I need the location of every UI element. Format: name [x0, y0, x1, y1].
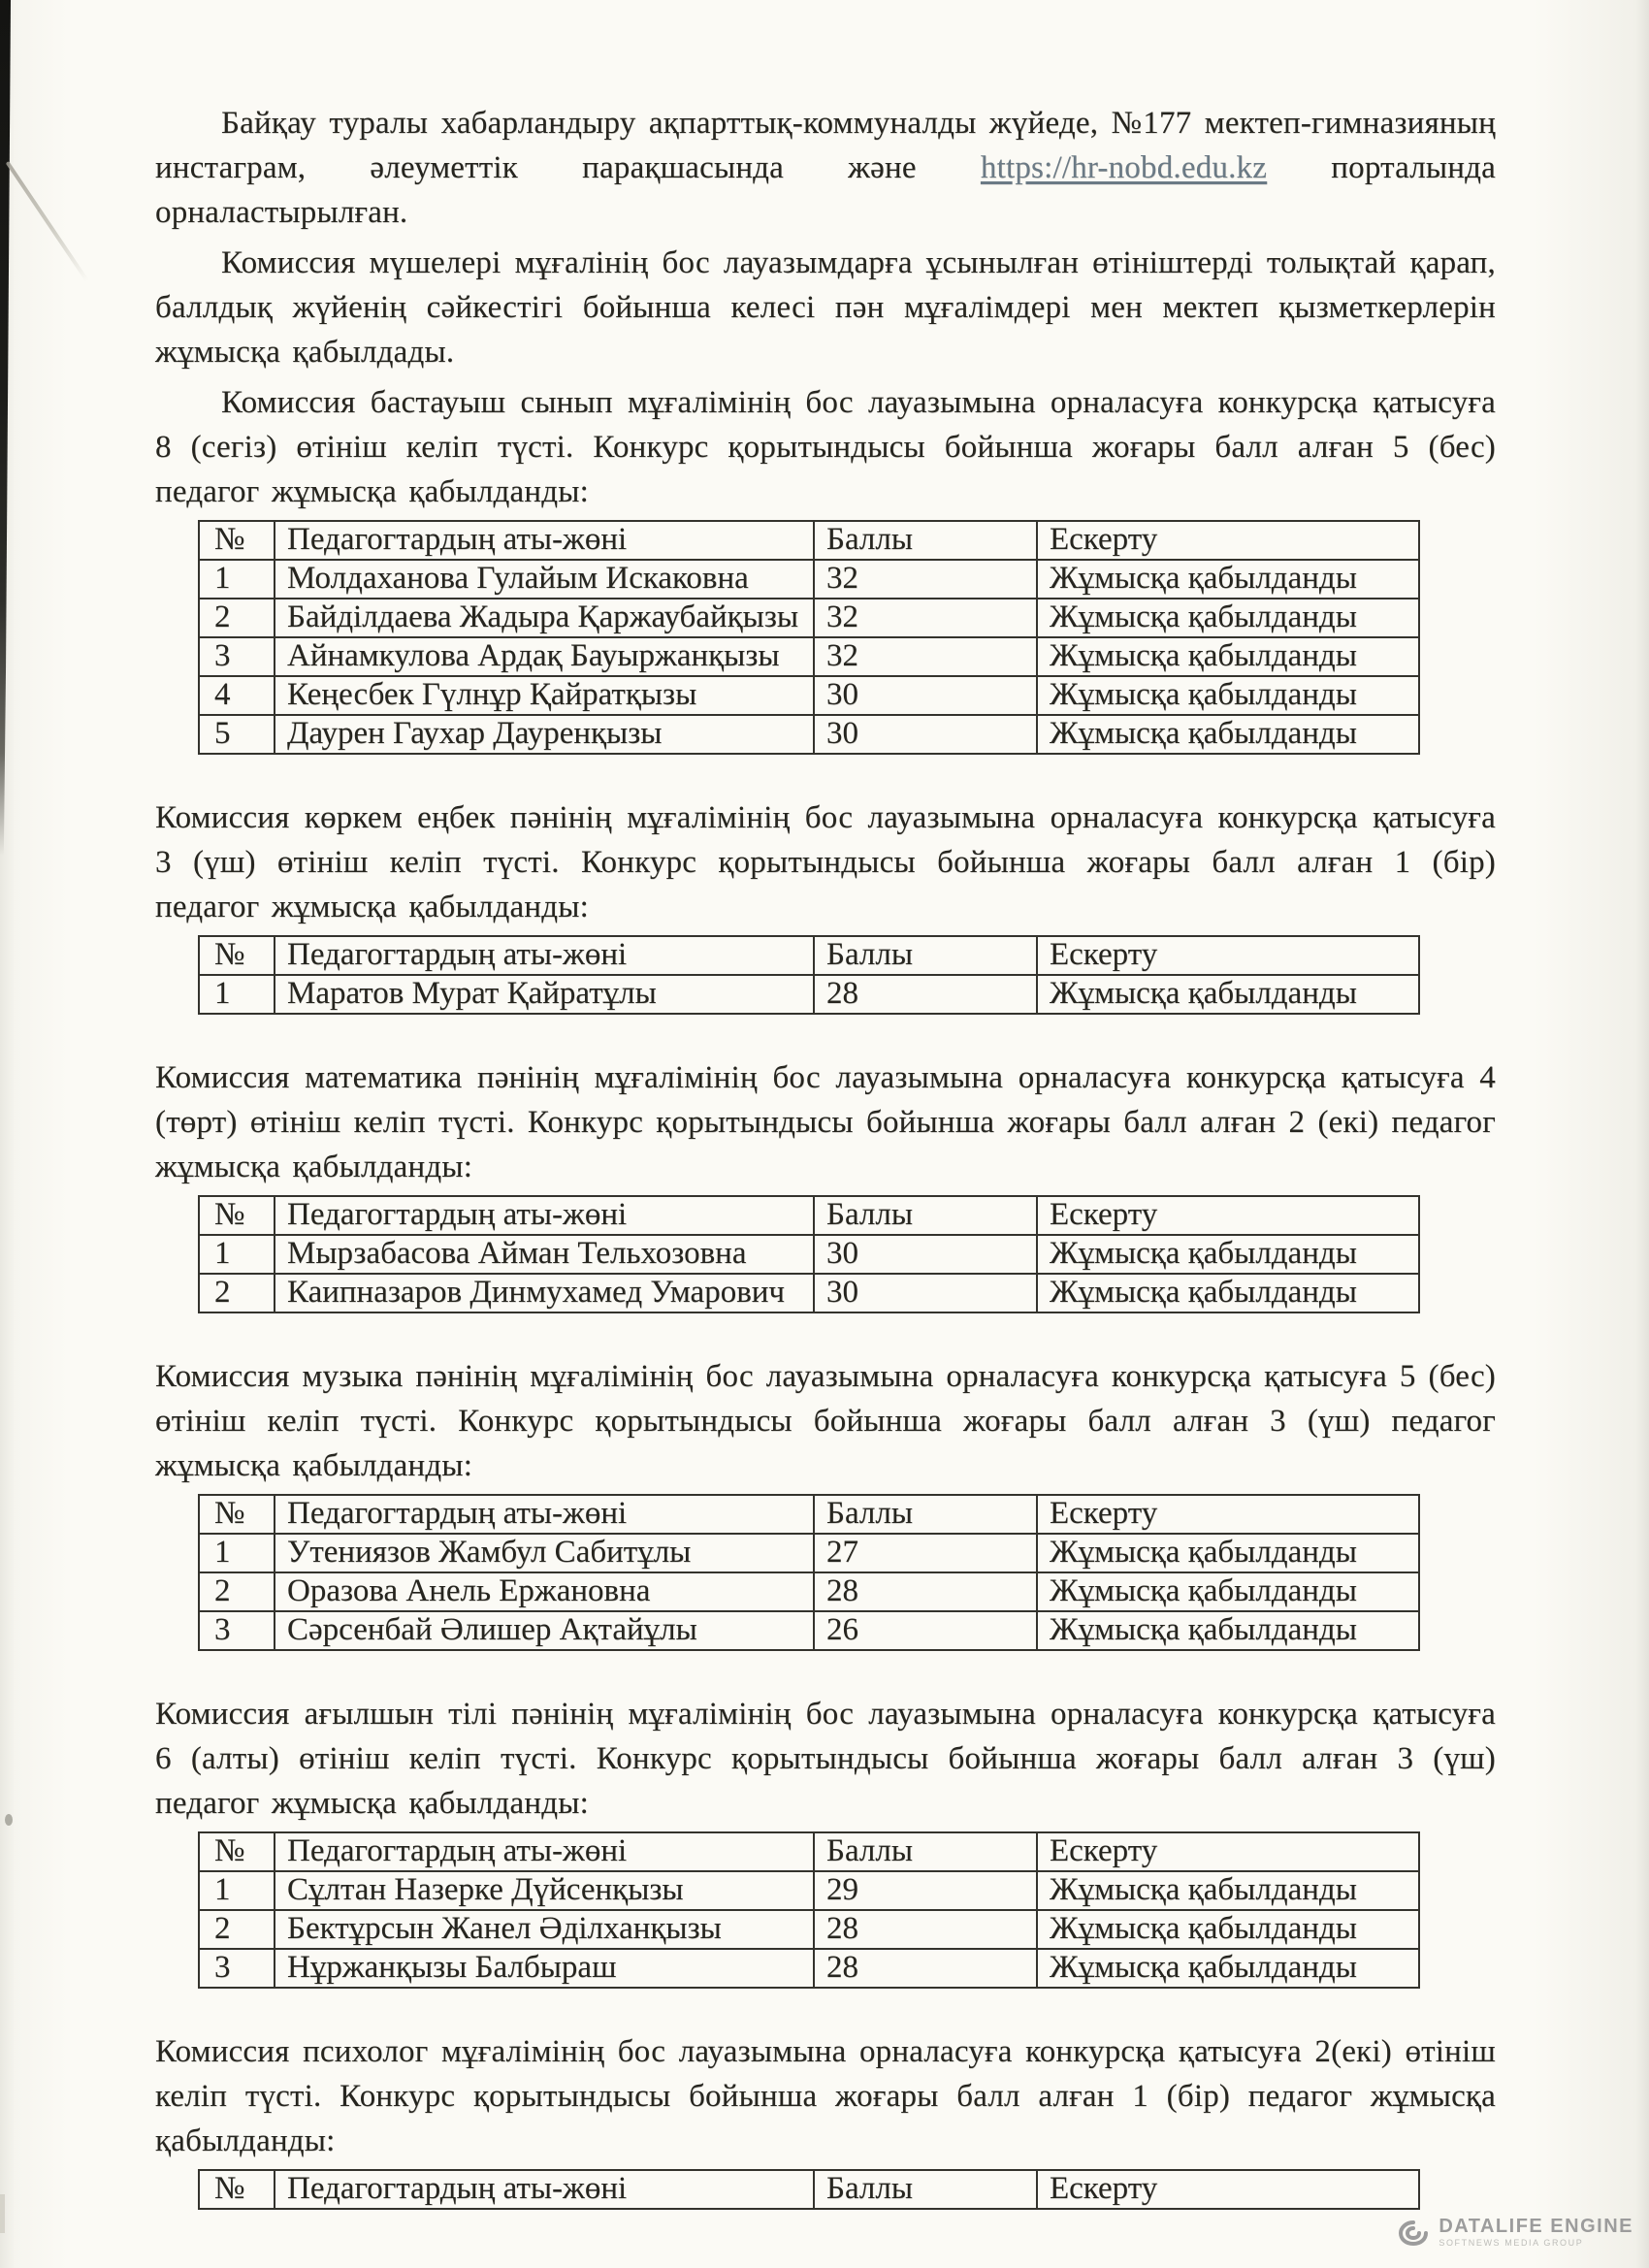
paragraph-text: Комиссия бастауыш сынып мұғалімінің бос лауазымына орналасуға конкурсқа қатысуға 8 (сегіз) өтініш келіп түсті. Конкурс қорытындысы бойынша жоғары балл алған 5 (бес) педагог жұмысқа қабылданды:: [155, 385, 1496, 509]
cell-note: Жұмысқа қабылданды: [1037, 1274, 1419, 1312]
results-table: [198, 935, 1420, 1015]
paragraph-text: Байқау туралы хабарландыру ақпарттық-коммуналды жүйеде, №177 мектеп-гимназияның инстаграм, әлеуметтік парақшасында және: [155, 106, 1496, 185]
cell-score: 30: [814, 1235, 1037, 1274]
cell-name: Сәрсенбай Әлишер Ақтайұлы: [275, 1611, 814, 1650]
paragraph-text: Комиссия ағылшын тілі пәнінің мұғалімінің бос лауазымына орналасуға конкурсқа қатысуға 6 (алты) өтініш келіп түсті. Конкурс қорытындысы бойынша жоғары балл алған 3 (үш) педагог жұмысқа қабылданды:: [155, 1697, 1496, 1821]
column-header: №: [199, 1495, 275, 1534]
cell-name: Даурен Гаухар Дауренқызы: [275, 715, 814, 754]
cell-num: 1: [199, 975, 275, 1014]
cell-name: Байділдаева Жадыра Қаржаубайқызы: [275, 599, 814, 637]
column-header: №: [199, 2170, 275, 2209]
table-header-row: [199, 1495, 1419, 1534]
cell-note: Жұмысқа қабылданды: [1037, 1949, 1419, 1988]
cell-name: Кеңесбек Гүлнұр Қайратқызы: [275, 676, 814, 715]
table-row: [199, 676, 1419, 715]
column-header: Баллы: [814, 521, 1037, 560]
paragraph: [155, 1354, 1496, 1488]
cell-score: 32: [814, 637, 1037, 676]
cell-name: Мырзабасова Айман Тельхозовна: [275, 1235, 814, 1274]
paragraph-text: Комиссия психолог мұғалімінің бос лауазымына орналасуға конкурсқа қатысуға 2(екі) өтініш келіп түсті. Конкурс қорытындысы бойынша жоғары балл алған 1 (бір) педагог жұмысқа қабылданды:: [155, 2034, 1496, 2158]
paragraph-text: Комиссия математика пәнінің мұғалімінің бос лауазымына орналасуға конкурсқа қатысуға 4 (төрт) өтініш келіп түсті. Конкурс қорытындысы бойынша жоғары балл алған 2 (екі) педагог жұмысқа қабылданды:: [155, 1060, 1496, 1184]
cell-num: 1: [199, 560, 275, 599]
cell-score: 32: [814, 599, 1037, 637]
table-row: [199, 599, 1419, 637]
table-header-row: [199, 1832, 1419, 1871]
table-header-row: [199, 1196, 1419, 1235]
paragraph-text: Комиссия музыка пәнінің мұғалімінің бос лауазымына орналасуға конкурсқа қатысуға 5 (бес) өтініш келіп түсті. Конкурс қорытындысы бойынша жоғары балл алған 3 (үш) педагог жұмысқа қабылданды:: [155, 1359, 1496, 1483]
cell-name: Утениязов Жамбул Сабитұлы: [275, 1534, 814, 1572]
cell-score: 30: [814, 1274, 1037, 1312]
column-header: Баллы: [814, 2170, 1037, 2209]
table-row: [199, 975, 1419, 1014]
cell-note: Жұмысқа қабылданды: [1037, 1572, 1419, 1611]
cell-score: 26: [814, 1611, 1037, 1650]
column-header: Педагогтардың аты-жөні: [275, 1196, 814, 1235]
column-header: №: [199, 1832, 275, 1871]
cell-note: Жұмысқа қабылданды: [1037, 975, 1419, 1014]
column-header: Баллы: [814, 1832, 1037, 1871]
paragraph: [155, 1692, 1496, 1826]
column-header: №: [199, 521, 275, 560]
cell-note: Жұмысқа қабылданды: [1037, 599, 1419, 637]
cell-note: Жұмысқа қабылданды: [1037, 1611, 1419, 1650]
cell-note: Жұмысқа қабылданды: [1037, 1235, 1419, 1274]
paragraph-text: порталында орналастырылған.: [155, 150, 1496, 230]
paragraph: [155, 101, 1496, 235]
table-row: [199, 637, 1419, 676]
paragraph: [155, 380, 1496, 514]
cell-score: 30: [814, 715, 1037, 754]
column-header: Ескерту: [1037, 521, 1419, 560]
cell-num: 1: [199, 1235, 275, 1274]
datalife-engine-eye-icon: [1397, 2219, 1430, 2248]
cell-score: 29: [814, 1871, 1037, 1910]
table-row: [199, 1611, 1419, 1650]
column-header: Ескерту: [1037, 1495, 1419, 1534]
watermark-tagline: SOFTNEWS MEDIA GROUP: [1439, 2238, 1584, 2248]
cell-note: Жұмысқа қабылданды: [1037, 715, 1419, 754]
table-row: [199, 1871, 1419, 1910]
paragraph-text: Комиссия мүшелері мұғалінің бос лауазымдарға ұсынылған өтініштерді толықтай қарап, баллдық жүйенің сәйкестігі бойынша келесі пән мұғалімдері мен мектеп қызметкерлерін жұмысқа қабылдады.: [155, 245, 1496, 370]
column-header: Педагогтардың аты-жөні: [275, 936, 814, 975]
column-header: Педагогтардың аты-жөні: [275, 521, 814, 560]
table-row: [199, 1235, 1419, 1274]
results-table: [198, 1494, 1420, 1651]
cell-name: Каипназаров Динмухамед Умарович: [275, 1274, 814, 1312]
table-row: [199, 715, 1419, 754]
table-row: [199, 560, 1419, 599]
cell-num: 3: [199, 1611, 275, 1650]
cell-note: Жұмысқа қабылданды: [1037, 1534, 1419, 1572]
table-header-row: [199, 936, 1419, 975]
portal-link[interactable]: https://hr-nobd.edu.kz: [980, 150, 1268, 185]
table-row: [199, 1534, 1419, 1572]
cell-note: Жұмысқа қабылданды: [1037, 637, 1419, 676]
cell-num: 2: [199, 1572, 275, 1611]
column-header: Баллы: [814, 936, 1037, 975]
table-row: [199, 1949, 1419, 1988]
cell-name: Бектұрсын Жанел Әділханқызы: [275, 1910, 814, 1949]
table-header-row: [199, 521, 1419, 560]
table-row: [199, 1910, 1419, 1949]
results-table: [198, 1831, 1420, 1989]
cell-score: 28: [814, 1949, 1037, 1988]
cell-num: 2: [199, 599, 275, 637]
column-header: №: [199, 1196, 275, 1235]
cell-score: 27: [814, 1534, 1037, 1572]
paragraph: [155, 795, 1496, 929]
cell-score: 28: [814, 1572, 1037, 1611]
table-row: [199, 1572, 1419, 1611]
column-header: Ескерту: [1037, 1196, 1419, 1235]
cell-note: Жұмысқа қабылданды: [1037, 1871, 1419, 1910]
column-header: №: [199, 936, 275, 975]
cell-num: 2: [199, 1274, 275, 1312]
cell-note: Жұмысқа қабылданды: [1037, 560, 1419, 599]
cell-name: Маратов Мурат Қайратұлы: [275, 975, 814, 1014]
cell-score: 28: [814, 1910, 1037, 1949]
column-header: Баллы: [814, 1196, 1037, 1235]
table-row: [199, 1274, 1419, 1312]
watermark-brand: DATALIFE ENGINE: [1439, 2216, 1633, 2237]
cell-name: Молдаханова Гулайым Искаковна: [275, 560, 814, 599]
cell-note: Жұмысқа қабылданды: [1037, 676, 1419, 715]
cell-score: 30: [814, 676, 1037, 715]
cell-num: 1: [199, 1871, 275, 1910]
paragraph: [155, 241, 1496, 374]
column-header: Ескерту: [1037, 936, 1419, 975]
cell-name: Оразова Анель Ержановна: [275, 1572, 814, 1611]
cell-name: Сұлтан Назерке Дүйсенқызы: [275, 1871, 814, 1910]
column-header: Баллы: [814, 1495, 1037, 1534]
column-header: Педагогтардың аты-жөні: [275, 1495, 814, 1534]
cell-num: 1: [199, 1534, 275, 1572]
cell-num: 3: [199, 1949, 275, 1988]
cell-num: 4: [199, 676, 275, 715]
column-header: Ескерту: [1037, 1832, 1419, 1871]
cell-name: Айнамкулова Ардақ Бауыржанқызы: [275, 637, 814, 676]
cell-num: 2: [199, 1910, 275, 1949]
paragraph-text: Комиссия көркем еңбек пәнінің мұғалімінің бос лауазымына орналасуға конкурсқа қатысуға 3 (үш) өтініш келіп түсті. Конкурс қорытындысы бойынша жоғары балл алған 1 (бір) педагог жұмысқа қабылданды:: [155, 800, 1496, 924]
watermark-text: [1439, 2217, 1633, 2249]
paragraph: [155, 2029, 1496, 2163]
results-table: [198, 520, 1420, 755]
paragraph: [155, 1055, 1496, 1189]
cell-num: 5: [199, 715, 275, 754]
column-header: Педагогтардың аты-жөні: [275, 2170, 814, 2209]
column-header: Педагогтардың аты-жөні: [275, 1832, 814, 1871]
results-table: [198, 2169, 1420, 2210]
table-header-row: [199, 2170, 1419, 2209]
cell-score: 28: [814, 975, 1037, 1014]
cell-num: 3: [199, 637, 275, 676]
cell-score: 32: [814, 560, 1037, 599]
cell-name: Нұржанқызы Балбыраш: [275, 1949, 814, 1988]
column-header: Ескерту: [1037, 2170, 1419, 2209]
cell-note: Жұмысқа қабылданды: [1037, 1910, 1419, 1949]
results-table: [198, 1195, 1420, 1313]
datalife-engine-watermark: [1397, 2217, 1633, 2249]
